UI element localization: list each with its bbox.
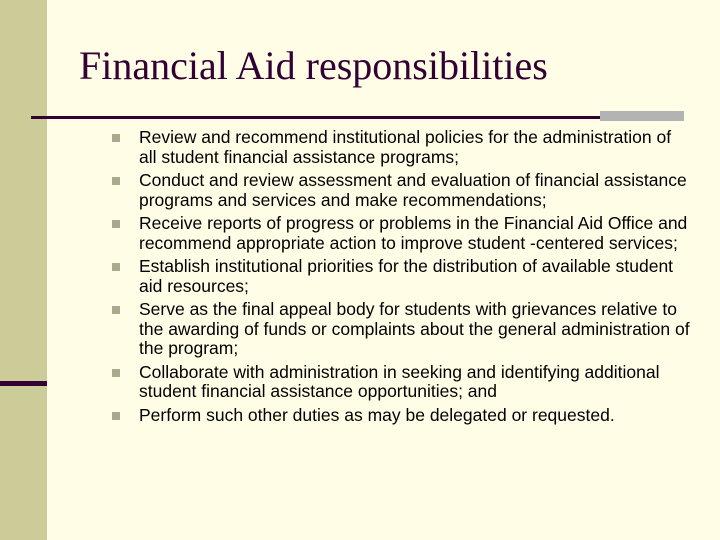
list-item <box>110 300 690 359</box>
square-bullet-icon <box>112 412 120 420</box>
list-item-text: Review and recommend institutional policies for the administration of all student financial assistance programs; <box>139 127 672 167</box>
list-item-text: Perform such other duties as may be delegated or requested. <box>139 404 615 425</box>
square-bullet-icon <box>112 263 120 271</box>
responsibilities-list <box>110 128 690 429</box>
title-divider-line <box>31 116 651 119</box>
list-item-text: Collaborate with administration in seeking and identifying additional student financial assistance opportunities; and <box>139 361 660 401</box>
list-item <box>110 406 690 426</box>
list-item-text: Conduct and review assessment and evaluation of financial assistance programs and services and make recommendations; <box>139 170 687 210</box>
square-bullet-icon <box>112 177 120 185</box>
list-item <box>110 128 690 167</box>
square-bullet-icon <box>112 220 120 228</box>
list-item-text: Serve as the final appeal body for students with grievances relative to the awarding of funds or complaints about the general administration of the program; <box>139 299 690 358</box>
list-item <box>110 257 690 296</box>
list-item-text: Establish institutional priorities for the distribution of available student aid resources; <box>139 256 674 296</box>
left-accent-bar <box>0 381 47 386</box>
square-bullet-icon <box>112 306 120 314</box>
list-item <box>110 214 690 253</box>
list-item-text: Receive reports of progress or problems in the Financial Aid Office and recommend appropriate action to improve student -centered services; <box>139 213 688 253</box>
title-divider-accent <box>600 111 684 121</box>
list-item <box>110 363 690 402</box>
list-item <box>110 171 690 210</box>
square-bullet-icon <box>112 134 120 142</box>
square-bullet-icon <box>112 369 120 377</box>
left-decorative-band <box>0 0 47 540</box>
slide-title: Financial Aid responsibilities <box>79 43 548 88</box>
